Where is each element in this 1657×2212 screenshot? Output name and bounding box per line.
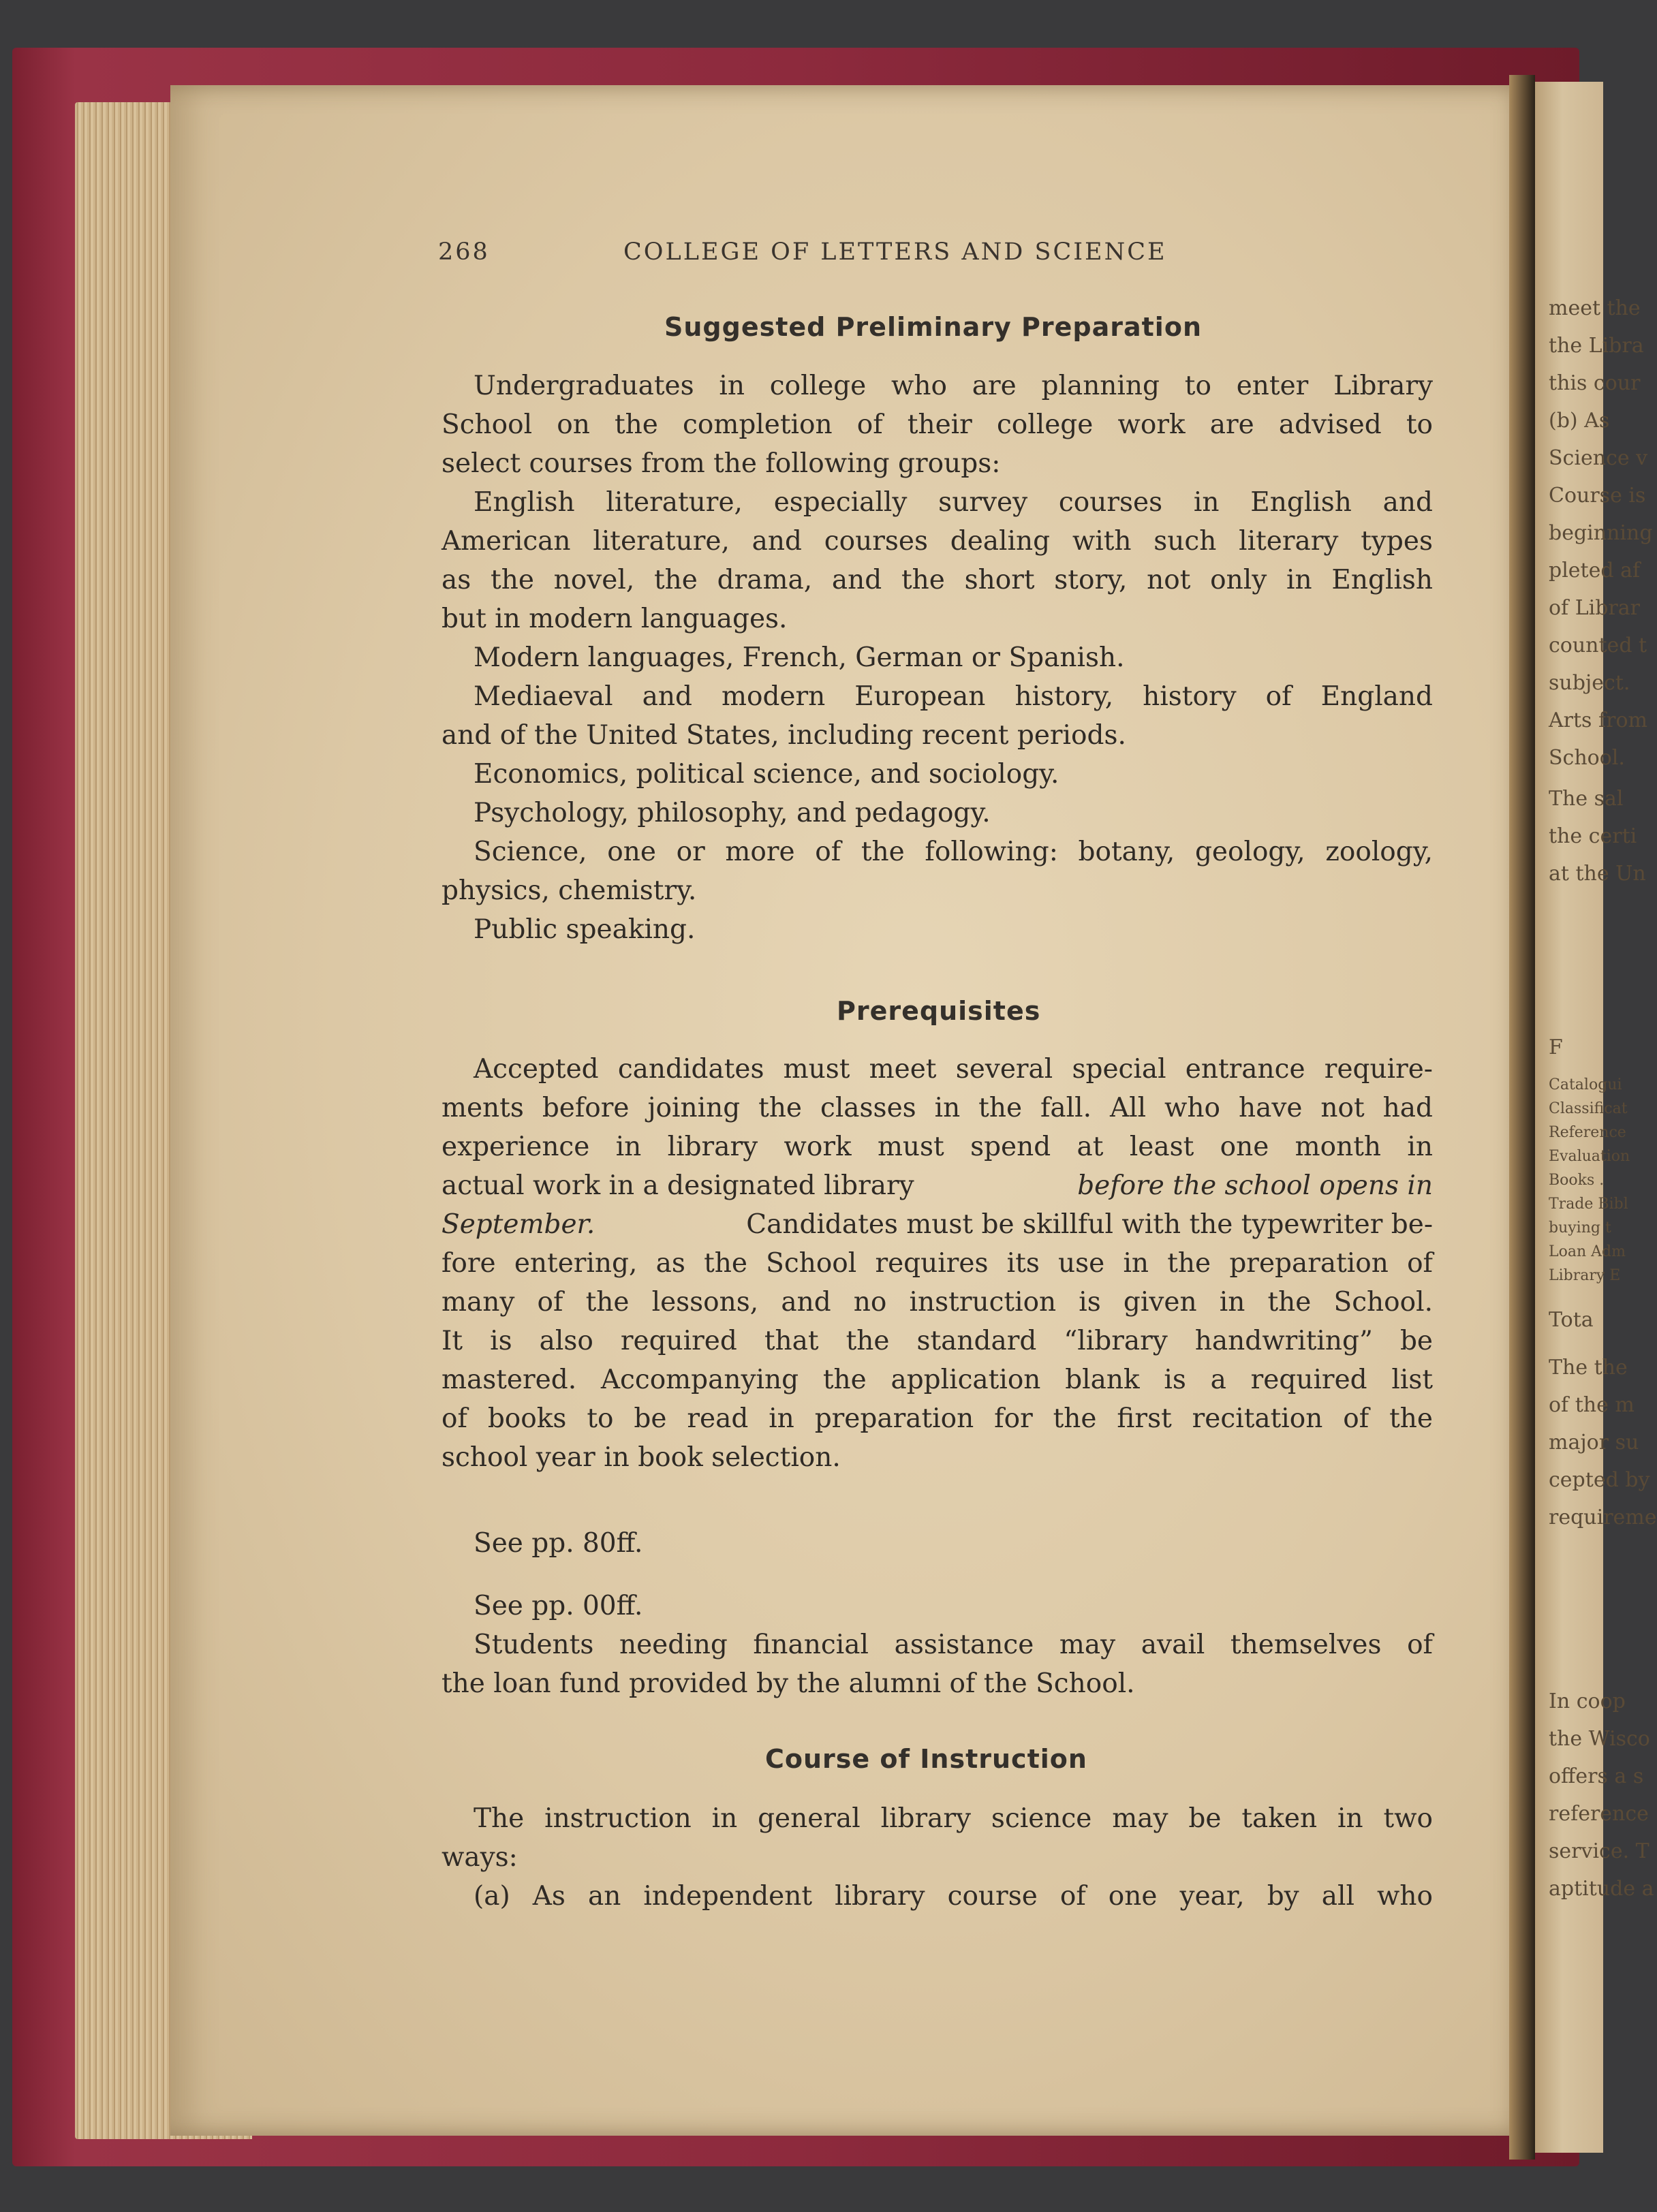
section-heading-prerequisites: Prerequisites [837, 996, 1041, 1026]
facing-page [1535, 82, 1657, 2153]
text-segment: actual work in a designated library [442, 1170, 914, 1201]
text-line [442, 1211, 1433, 1238]
facing-page-fragment: subject. [1549, 671, 1630, 695]
text-line: mastered. Accompanying the application blank is a required list [442, 1365, 1433, 1395]
text-line: The instruction in general library science may be taken in two [474, 1803, 1433, 1834]
text-line: school year in book selection. [442, 1442, 841, 1473]
facing-page-fragment: School. [1549, 746, 1625, 770]
text-line: Undergraduates in college who are planning to enter Library [474, 371, 1433, 401]
text-line: of books to be read in preparation for the first recitation of the [442, 1403, 1433, 1434]
text-line: Economics, political science, and sociology. [474, 759, 1059, 790]
text-line: and of the United States, including recent periods. [442, 720, 1126, 751]
facing-page-fragment: buying t [1549, 1219, 1611, 1236]
text-line: Accepted candidates must meet several special entrance require- [474, 1054, 1433, 1085]
text-line: but in modern languages. [442, 604, 788, 634]
facing-page-fragment: Tota [1549, 1308, 1594, 1332]
facing-page-fragment: reference [1549, 1802, 1649, 1826]
facing-page-fragment: meet the [1549, 296, 1641, 320]
text-line: Students needing financial assistance may avail themselves of [474, 1630, 1433, 1660]
facing-page-fragment: this cour [1549, 371, 1641, 395]
facing-page-fragment: Arts from [1549, 708, 1647, 732]
section-heading-preparation: Suggested Preliminary Preparation [664, 312, 1202, 342]
text-line: American literature, and courses dealing with such literary types [442, 526, 1433, 557]
text-line [442, 1172, 1433, 1199]
text-line: many of the lessons, and no instruction is given in the School. [442, 1287, 1433, 1318]
facing-page-fragment: Evaluation [1549, 1148, 1630, 1165]
text-line: experience in library work must spend at least one month in [442, 1132, 1433, 1162]
running-head [438, 238, 1256, 272]
facing-page-fragment: Library E [1549, 1267, 1621, 1284]
facing-page-fragment: (b) As [1549, 409, 1610, 433]
facing-page-fragment: Course is [1549, 484, 1646, 508]
facing-page-fragment: the Libra [1549, 334, 1644, 358]
text-line: select courses from the following groups: [442, 448, 1001, 479]
facing-page-fragment: The the [1549, 1356, 1628, 1380]
text-line: Public speaking. [474, 914, 696, 945]
facing-page-fragment: cepted by [1549, 1468, 1650, 1492]
text-line: ments before joining the classes in the fall. All who have not had [442, 1093, 1433, 1123]
facing-page-fragment: at the Un [1549, 862, 1646, 886]
running-head-title: COLLEGE OF LETTERS AND SCIENCE [623, 238, 1167, 266]
book-gutter [1509, 75, 1535, 2160]
facing-page-fragment: In coop [1549, 1689, 1626, 1713]
text-line: English literature, especially survey courses in English and [474, 487, 1433, 518]
facing-page-fragment: of Librar [1549, 596, 1640, 620]
facing-page-fragment: Reference [1549, 1124, 1626, 1141]
text-line: Science, one or more of the following: botany, geology, zoology, [474, 837, 1433, 867]
text-line: the loan fund provided by the alumni of the School. [442, 1668, 1135, 1699]
text-line: ways: [442, 1842, 518, 1873]
text-line: It is also required that the standard “library handwriting” be [442, 1326, 1433, 1356]
text-line: Psychology, philosophy, and pedagogy. [474, 798, 991, 828]
facing-page-fragment: of the m [1549, 1393, 1635, 1417]
text-line: Modern languages, French, German or Spanish. [474, 642, 1125, 673]
facing-page-fragment: The sal [1549, 787, 1624, 811]
facing-page-fragment: aptitude a [1549, 1877, 1654, 1901]
text-line: See pp. 00ff. [474, 1591, 643, 1621]
facing-page-fragment: the Wisco [1549, 1727, 1650, 1751]
facing-page-fragment: service. T [1549, 1839, 1650, 1863]
facing-page-fragment: Trade Bibl [1549, 1196, 1628, 1213]
facing-page-fragment: Classificat [1549, 1100, 1628, 1117]
facing-page-fragment: major su [1549, 1431, 1639, 1454]
facing-page-fragment: Science v [1549, 446, 1648, 470]
facing-page-fragment: F [1549, 1035, 1563, 1059]
text-line: Mediaeval and modern European history, history of England [474, 681, 1433, 712]
text-line: as the novel, the drama, and the short story, not only in English [442, 565, 1433, 595]
facing-page-fragment: Loan Adm [1549, 1243, 1626, 1260]
facing-page-fragment: offers a s [1549, 1764, 1644, 1788]
text-segment: Candidates must be skillful with the typewriter be- [746, 1209, 1433, 1240]
facing-page-fragment: the certi [1549, 824, 1637, 848]
text-line: See pp. 80ff. [474, 1528, 643, 1559]
text-line: School on the completion of their college work are advised to [442, 409, 1433, 440]
text-line: physics, chemistry. [442, 875, 697, 906]
text-line: fore entering, as the School requires its use in the preparation of [442, 1248, 1433, 1279]
facing-page-fragment: beginning [1549, 521, 1653, 545]
page-number: 268 [438, 238, 490, 266]
italic-text: September. [442, 1209, 595, 1240]
facing-page-fragment: Books . [1549, 1172, 1605, 1189]
text-line: (a) As an independent library course of one year, by all who [474, 1881, 1433, 1912]
facing-page-fragment: pleted af [1549, 559, 1641, 582]
facing-page-fragment: requireme [1549, 1506, 1657, 1529]
facing-page-fragment: Catalogui [1549, 1076, 1622, 1093]
facing-page-fragment: counted t [1549, 634, 1647, 657]
italic-text: before the school opens in [1077, 1170, 1433, 1201]
section-heading-course: Course of Instruction [765, 1744, 1087, 1774]
